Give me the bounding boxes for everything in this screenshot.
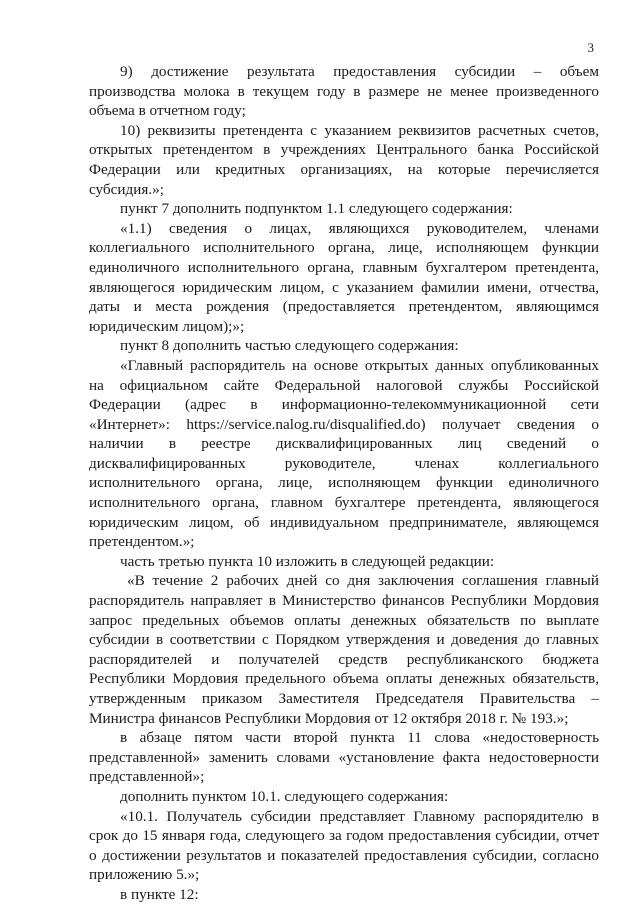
document-body [89, 62, 599, 905]
paragraph-add-point-10-1: дополнить пунктом 10.1. следующего содержания: [120, 787, 449, 805]
paragraph-item-9: 9) достижение результата предоставления субсидии – объем производства молока в текущем году в размере не менее произведенного объема в отчетном году; [89, 63, 599, 120]
paragraph-point-8-text: «Главный распорядитель на основе открытых данных опубликованных на официальном сайте Федеральной налоговой службы Российской Федерации (адрес в информационно-телекоммуникационной сети «Интернет»: https://service.nalog.ru/disqualified.do) получает сведения о наличии в реестре дисквалифицированных лиц сведений о дисквалифицированных руководителе, членах коллегиального исполнительного органа, лице, исполняющем функции единоличного исполнительного органа, главном бухгалтере претендента, являющегося юридическим лицом, об индивидуальном предпринимателе, являющемся претендентом.»; [89, 356, 599, 551]
page-number: 3 [587, 40, 594, 55]
paragraph-amend-point-11: в абзаце пятом части второй пункта 11 слова «недостоверность представленной» заменить словами «установление факта недостоверности представленной»; [89, 729, 599, 786]
paragraph-amend-point-7: пункт 7 дополнить подпунктом 1.1 следующего содержания: [120, 200, 513, 218]
paragraph-item-10: 10) реквизиты претендента с указанием реквизитов расчетных счетов, открытых претендентом в учреждениях Центрального банка Российской Федерации или кредитных организациях, на которые перечисляется субсидия.»; [89, 121, 599, 198]
paragraph-amend-point-8: пункт 8 дополнить частью следующего содержания: [120, 337, 459, 355]
paragraph-amend-point-10: часть третью пункта 10 изложить в следующей редакции: [120, 552, 495, 570]
paragraph-point-10-1-text: «10.1. Получатель субсидии представляет Главному распорядителю в срок до 15 января года, следующего за годом предоставления субсидии, отчет о достижении результатов и показателей предоставления субсидии, согласно приложению 5.»; [89, 807, 599, 884]
paragraph-point-12: в пункте 12: [120, 885, 199, 903]
paragraph-point-10-text: «В течение 2 рабочих дней со дня заключения соглашения главный распорядитель направляет в Министерство финансов Республики Мордовия запрос предельных объемов оплаты денежных обязательств по выплате субсидии в соответствии с Порядком утверждения и доведения до главных распорядителей и получателей средств республиканского бюджета Республики Мордовия предельного объема оплаты денежных обязательств, утвержденным приказом Заместителя Председателя Правительства – Министра финансов Республики Мордовия от 12 октября 2018 г. № 193.»; [89, 572, 599, 727]
paragraph-subpoint-1-1: «1.1) сведения о лицах, являющихся руководителем, членами коллегиального исполнительного органа, лице, исполняющем функции единоличного исполнительного органа, главным бухгалтером претендента, являющегося юридическим лицом, с указанием фамилии имени, отчества, даты и места рождения (предоставляется претендентом, являющимся юридическим лицом);»; [89, 219, 599, 335]
